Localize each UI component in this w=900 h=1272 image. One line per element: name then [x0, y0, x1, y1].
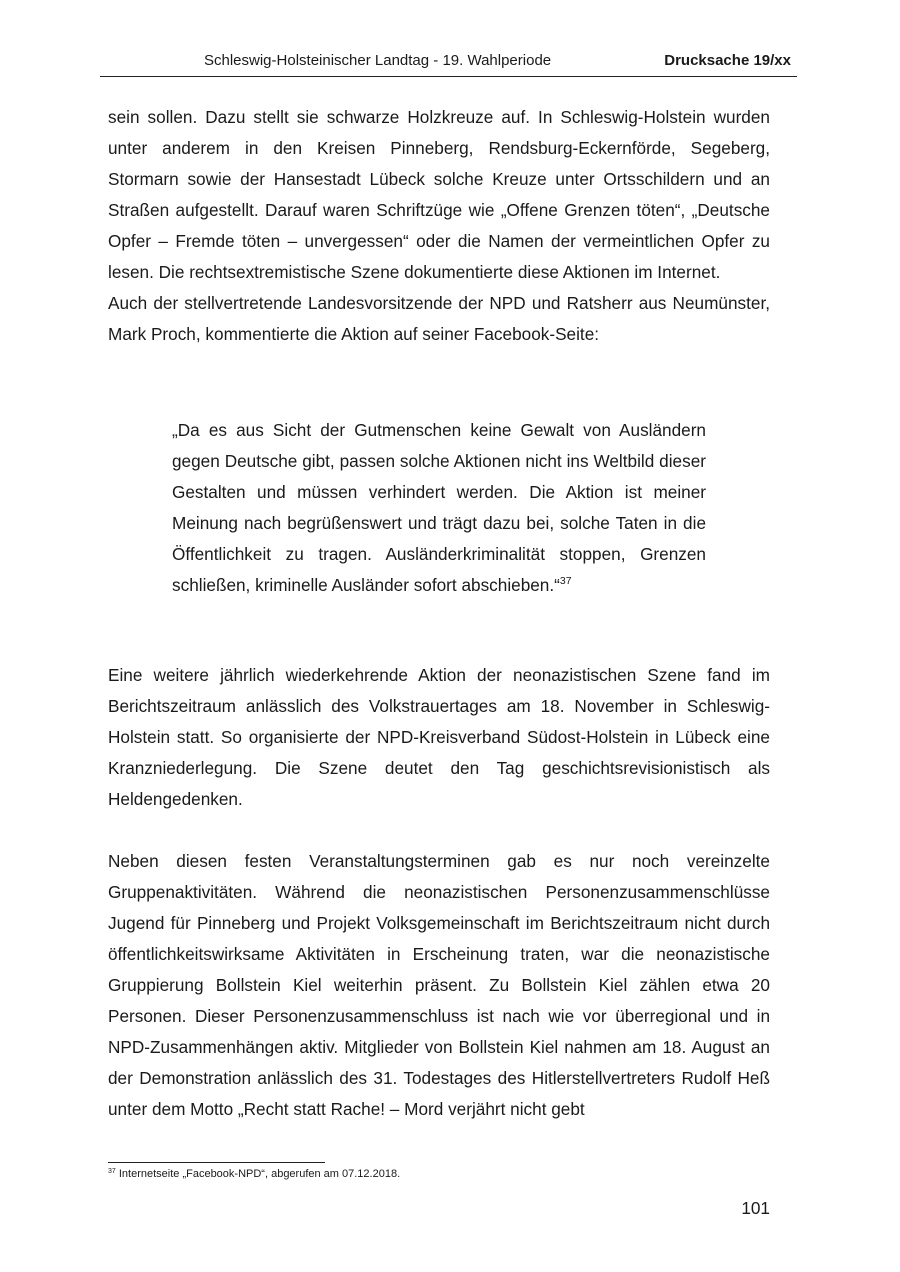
page-header: [100, 52, 797, 74]
paragraph-3: Neben diesen festen Veranstaltungsterminen gab es nur noch vereinzelte Gruppenaktivitäten. Während die neonazistischen Personenzusammenschlüsse Jugend für Pinneberg und Projekt Volksgemeinschaft im Berichtszeitraum nicht durch öffentlichkeitswirksame Aktivitäten in Erscheinung traten, war die neonazistische Gruppierung Bollstein Kiel weiterhin präsent. Zu Bollstein Kiel zählen etwa 20 Personen. Dieser Personenzusammenschluss ist nach wie vor überregional und in NPD-Zusammenhängen aktiv. Mitglieder von Bollstein Kiel nahmen am 18. August an der Demonstration anlässlich des 31. Todestages des Hitlerstellvertreters Rudolf Heß unter dem Motto „Recht statt Rache! – Mord verjährt nicht gebt: [108, 851, 770, 1119]
paragraph-1: [108, 102, 770, 350]
footnote-divider: [108, 1162, 325, 1163]
paragraph-2: Eine weitere jährlich wiederkehrende Aktion der neonazistischen Szene fand im Berichtszeitraum anlässlich des Volkstrauertages am 18. November in Schleswig-Holstein statt. So organisierte der NPD-Kreisverband Südost-Holstein in Lübeck eine Kranzniederlegung. Die Szene deutet den Tag geschichtsrevisionistisch als Heldengedenken.: [108, 665, 770, 809]
quote-text: „Da es aus Sicht der Gutmenschen keine Gewalt von Ausländern gegen Deutsche gibt, passen solche Aktionen nicht ins Weltbild dieser Gestalten und müssen verhindert werden. Die Aktion ist meiner Meinung nach begrüßenswert und trägt dazu bei, solche Taten in die Öffentlichkeit zu tragen. Ausländerkriminalität stoppen, Grenzen schließen, kriminelle Ausländer sofort abschieben.“: [172, 420, 706, 595]
block-quote: [172, 415, 706, 601]
header-title: Schleswig-Holsteinischer Landtag - 19. Wahlperiode: [204, 52, 552, 69]
paragraph-1-continuation: Auch der stellvertretende Landesvorsitzende der NPD und Ratsherr aus Neumünster, Mark Proch, kommentierte die Aktion auf seiner Facebook-Seite:: [108, 293, 770, 344]
header-divider: [100, 76, 797, 77]
footnote-text: Internetseite „Facebook-NPD“, abgerufen am 07.12.2018.: [115, 1168, 401, 1180]
footnote-number: 37: [108, 1168, 116, 1175]
paragraph-1-text: sein sollen. Dazu stellt sie schwarze Holzkreuze auf. In Schleswig-Holstein wurden unter anderem in den Kreisen Pinneberg, Rendsburg-Eckernförde, Segeberg, Stormarn sowie der Hansestadt Lübeck solche Kreuze unter Ortsschildern und an Straßen aufgestellt. Darauf waren Schriftzüge wie „Offene Grenzen töten“, „Deutsche Opfer – Fremde töten – unvergessen“ oder die Namen der vermeintlichen Opfer zu lesen. Die rechtsextremistische Szene dokumentierte diese Aktionen im Internet.: [108, 107, 770, 282]
page-number: 101: [741, 1198, 770, 1218]
footnote: [108, 1168, 400, 1180]
footnote-reference[interactable]: 37: [559, 575, 572, 587]
document-number: Drucksache 19/xx: [664, 52, 791, 69]
